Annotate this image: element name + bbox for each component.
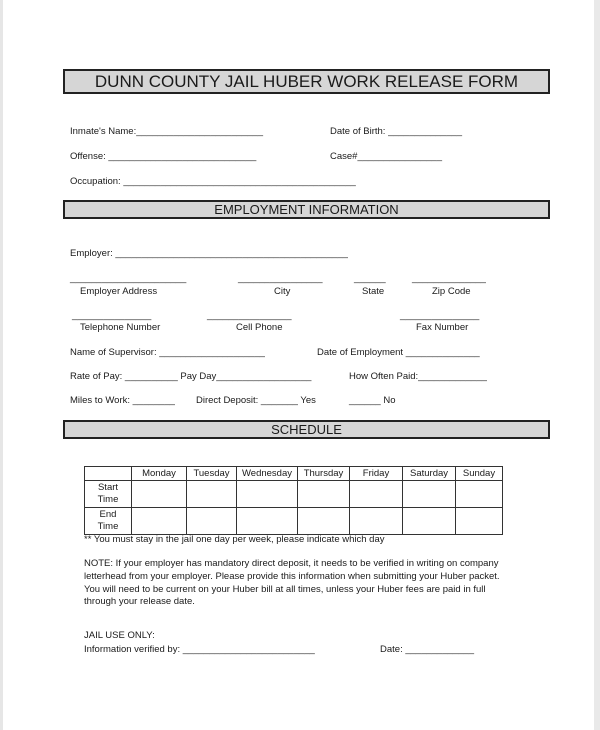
cell-phone-field[interactable]: ________________: [207, 310, 292, 321]
how-often-paid-field[interactable]: How Often Paid:_____________: [349, 371, 487, 382]
jail-use-heading: JAIL USE ONLY:: [84, 630, 155, 641]
state-field[interactable]: ______: [354, 273, 386, 284]
day-header: Tuesday: [187, 467, 237, 481]
zip-code-field[interactable]: ______________: [412, 273, 486, 284]
zip-code-label: Zip Code: [432, 286, 471, 297]
schedule-cell[interactable]: [237, 508, 298, 535]
table-row: [85, 481, 503, 508]
day-header: Wednesday: [237, 467, 298, 481]
employment-section-heading: EMPLOYMENT INFORMATION: [63, 200, 550, 219]
note-line: NOTE: If your employer has mandatory direct deposit, it needs to be verified in writing on company: [84, 558, 499, 569]
schedule-cell[interactable]: [350, 508, 403, 535]
telephone-field[interactable]: _______________: [72, 310, 152, 321]
cell-phone-label: Cell Phone: [236, 322, 283, 333]
date-of-employment-field[interactable]: Date of Employment ______________: [317, 347, 480, 358]
table-row: [85, 508, 503, 535]
schedule-cell[interactable]: [187, 481, 237, 508]
city-label: City: [274, 286, 291, 297]
employer-address-field[interactable]: ______________________: [70, 273, 187, 284]
start-time-label: Start Time: [85, 481, 132, 508]
schedule-table: [84, 466, 503, 535]
verified-date-field[interactable]: Date: _____________: [380, 644, 475, 655]
schedule-cell[interactable]: [187, 508, 237, 535]
telephone-label: Telephone Number: [80, 322, 161, 333]
schedule-cell[interactable]: [132, 481, 187, 508]
day-header: Monday: [132, 467, 187, 481]
scrollbar-track[interactable]: [594, 0, 600, 730]
day-header: Friday: [350, 467, 403, 481]
fax-number-field[interactable]: _______________: [400, 310, 480, 321]
table-header-row: [85, 467, 503, 481]
city-field[interactable]: ________________: [238, 273, 323, 284]
schedule-footnote: ** You must stay in the jail one day per week, please indicate which day: [84, 534, 385, 545]
schedule-cell[interactable]: [403, 481, 456, 508]
employer-address-label: Employer Address: [80, 286, 158, 297]
date-of-birth-field[interactable]: Date of Birth: ______________: [330, 126, 463, 137]
note-line: letterhead from your employer. Please provide this information when submitting your Huber packet.: [84, 571, 500, 582]
schedule-cell[interactable]: [298, 508, 350, 535]
inmate-name-field[interactable]: Inmate's Name:________________________: [70, 126, 264, 137]
schedule-section-heading: SCHEDULE: [63, 420, 550, 439]
schedule-cell[interactable]: [237, 481, 298, 508]
fax-number-label: Fax Number: [416, 322, 469, 333]
end-time-label: End Time: [85, 508, 132, 535]
offense-field[interactable]: Offense: ____________________________: [70, 151, 257, 162]
page-edge: [0, 0, 3, 730]
schedule-cell[interactable]: [456, 481, 503, 508]
day-header: Sunday: [456, 467, 503, 481]
schedule-cell[interactable]: [350, 481, 403, 508]
case-number-field[interactable]: Case#________________: [330, 151, 442, 162]
note-line: through your release date.: [84, 596, 195, 607]
day-header: Saturday: [403, 467, 456, 481]
miles-to-work-field[interactable]: Miles to Work: ________: [70, 395, 175, 406]
supervisor-field[interactable]: Name of Supervisor: ____________________: [70, 347, 265, 358]
form-title: DUNN COUNTY JAIL HUBER WORK RELEASE FORM: [63, 69, 550, 94]
day-header: Thursday: [298, 467, 350, 481]
rate-of-pay-field[interactable]: Rate of Pay: __________ Pay Day__________________: [70, 371, 312, 382]
corner-cell: [85, 467, 132, 481]
schedule-cell[interactable]: [132, 508, 187, 535]
employer-field[interactable]: Employer: ____________________________________________: [70, 248, 348, 259]
schedule-cell[interactable]: [298, 481, 350, 508]
schedule-cell[interactable]: [403, 508, 456, 535]
schedule-cell[interactable]: [456, 508, 503, 535]
state-label: State: [362, 286, 385, 297]
note-line: You will need to be current on your Huber bill at all times, unless your Huber fees are paid in full: [84, 584, 486, 595]
verified-by-field[interactable]: Information verified by: _________________________: [84, 644, 315, 655]
direct-deposit-yes-field[interactable]: Direct Deposit: _______ Yes: [196, 395, 316, 406]
direct-deposit-no-field[interactable]: ______ No: [349, 395, 396, 406]
occupation-field[interactable]: Occupation: ____________________________________________: [70, 176, 356, 187]
